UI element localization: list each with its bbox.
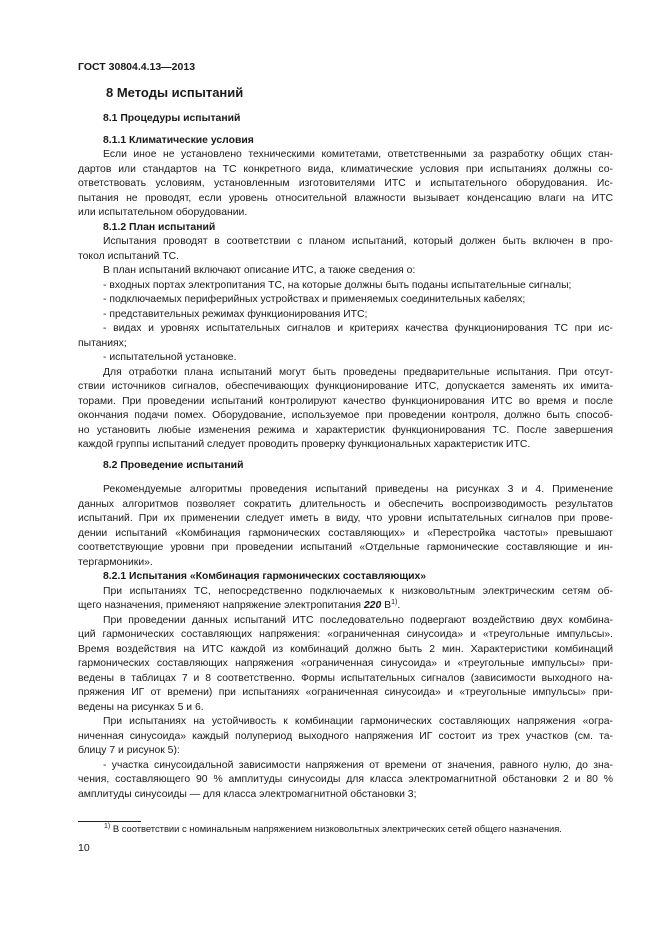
text-line: пытания не проводят, если уровень относительной влажности вызывает конденсацию влаги на ИТС bbox=[78, 192, 613, 204]
section-8-title bbox=[78, 85, 613, 101]
text-line: торами. При проведении испытаний контролируют качество функционирования ИТС во время и после bbox=[78, 395, 613, 407]
text-line: пряжения ИГ от времени) при испытаниях «ограниченная синусоида» и «треугольные импульсы» при- bbox=[78, 687, 613, 698]
text-line: чения, составляющего 90 % амплитуды синусоиды для класса электромагнитной обстановки 2 и 80 % bbox=[78, 774, 613, 785]
footnote bbox=[104, 823, 562, 835]
text-line: но установить любые изменения режима и характеристик функционирования ТС. После завершения bbox=[78, 424, 613, 436]
text-line: 8.1.2 План испытаний bbox=[103, 221, 216, 233]
list-item bbox=[78, 279, 613, 294]
text-line: блицу 7 и рисунок 5): bbox=[78, 745, 180, 756]
text-line: Рекомендуемые алгоритмы проведения испытаний приведены на рисунках 3 и 4. Применение bbox=[103, 484, 613, 495]
footnote-ref: 1) bbox=[391, 599, 398, 606]
text-line: - представительных режимах функционирования ИТС; bbox=[103, 308, 368, 320]
unit: В bbox=[381, 600, 392, 611]
text-line: испытаний. При их применении следует иметь в виду, что уровни испытательных сигналов при прове- bbox=[78, 513, 613, 524]
section-8-1-1-title bbox=[78, 134, 613, 149]
footnote-mark: 1) bbox=[104, 823, 111, 830]
text-line: тергармоники». bbox=[78, 556, 153, 568]
text-line: Если иное не установлено техническими комитетами, ответственными за разработку общих стан- bbox=[103, 149, 613, 160]
list-item bbox=[78, 322, 613, 351]
text-line: амплитуды синусоиды — для класса электромагнитной обстановки 3; bbox=[78, 788, 417, 800]
section-8-2-1-title bbox=[78, 570, 613, 585]
paragraph bbox=[78, 585, 613, 614]
line-text: щего назначения, применяют напряжение электропитания bbox=[78, 600, 364, 611]
list-item bbox=[78, 351, 613, 366]
paragraph bbox=[78, 715, 613, 759]
text-line: В план испытаний включают описание ИТС, а также сведения о: bbox=[103, 265, 416, 276]
text-line: ций гармонических составляющих напряжения: «ограниченная синусоида» и «треугольные импульсы». bbox=[78, 629, 613, 640]
footnote-divider bbox=[78, 821, 141, 822]
text-line: - участка синусоидальной зависимости напряжения от времени от значения, равного нулю, до зна- bbox=[103, 759, 613, 771]
paragraph bbox=[78, 235, 613, 264]
page-number: 10 bbox=[78, 842, 90, 854]
document-header: ГОСТ 30804.4.13—2013 bbox=[78, 61, 196, 73]
list-item bbox=[78, 759, 613, 803]
text-line: ведены на рисунках 5 и 6. bbox=[78, 701, 204, 713]
text-line: пытаниях; bbox=[78, 337, 127, 349]
text-line: ответствовать условиям, установленным изготовителями ИТС и испытательного оборудования. Ис- bbox=[78, 178, 613, 189]
footnote-text: В соответствии с номинальным напряжением низковольтных электрических сетей общего назначения. bbox=[112, 823, 562, 834]
paragraph bbox=[78, 614, 613, 716]
text-line: При проведении данных испытаний ИТС последовательно подвергают воздействию двух комбина- bbox=[103, 614, 613, 626]
text-line bbox=[78, 599, 613, 614]
text-line: ствии источников сигналов, обеспечивающих функционирование ИТС, допускается заменять их имита- bbox=[78, 381, 613, 392]
text-line: При испытаниях на устойчивость к комбинации гармонических составляющих напряжения «огра- bbox=[103, 716, 613, 727]
text-line: токол испытаний ТС. bbox=[78, 250, 180, 262]
text-line: При испытаниях ТС, непосредственно подключаемых к низковольтным электрическим сетям об- bbox=[103, 585, 613, 597]
text-line: 8 Методы испытаний bbox=[106, 85, 244, 100]
text-line: - входных портах электропитания ТС, на которые должны быть поданы испытательные сигналы; bbox=[103, 279, 572, 291]
text-line: Испытания проводят в соответствии с планом испытаний, который должен быть включен в про- bbox=[103, 236, 613, 247]
voltage-value: 220 bbox=[363, 600, 382, 611]
document-body bbox=[78, 85, 613, 802]
text-line: Время воздействия на ИТС каждой из комбинаций должно быть 2 мин. Характеристики комбинаций bbox=[78, 643, 613, 655]
text-line: дартов или стандартов на ТС конкретного вида, климатические условия при испытаниях должны со- bbox=[78, 163, 613, 175]
text-line: Для отработки плана испытаний могут быть проведены предварительные испытания. При отсут- bbox=[103, 366, 613, 378]
paragraph bbox=[78, 483, 613, 570]
text-line: соответствующие уровни при проведении испытаний «Отдельные гармонические составляющие и ин- bbox=[78, 542, 613, 553]
text-line: данных алгоритмов позволяет сократить длительность и обеспечить воспроизводимость результатов bbox=[78, 498, 613, 510]
paragraph bbox=[78, 264, 613, 279]
text-line: - подключаемых периферийных устройствах и применяемых соединительных кабелях; bbox=[103, 294, 526, 305]
text-line: - видах и уровнях испытательных сигналов и критериях качества функционирования ТС при ис- bbox=[103, 323, 613, 334]
text-line: 8.1 Процедуры испытаний bbox=[103, 113, 241, 124]
text-line: 8.1.1 Климатические условия bbox=[103, 134, 254, 146]
text-line: ведены в таблицах 7 и 8 соответственно. Формы испытательных сигналов (зависимости выходного на- bbox=[78, 672, 613, 684]
paragraph bbox=[78, 366, 613, 453]
text-line: - испытательной установке. bbox=[103, 352, 237, 363]
text-line: окончания подачи помех. Оборудование, используемое при проведении контроля, должно быть способ- bbox=[78, 410, 613, 421]
list-item bbox=[78, 308, 613, 323]
section-8-2-title bbox=[78, 459, 613, 474]
text-line: дении испытаний «Комбинация гармонических составляющих» и «Перестройка частоты» превышают bbox=[78, 527, 613, 539]
text-line: 8.2.1 Испытания «Комбинация гармонических составляющих» bbox=[103, 571, 427, 582]
line-end: . bbox=[397, 600, 401, 611]
paragraph bbox=[78, 148, 613, 221]
text-line: 8.2 Проведение испытаний bbox=[103, 459, 244, 471]
section-8-1-2-title bbox=[78, 221, 613, 236]
text-line: или испытательном оборудовании. bbox=[78, 207, 248, 218]
text-line: гармонических составляющих напряжения «ограниченная синусоида» и «треугольные импульсы» при- bbox=[78, 658, 613, 669]
text-line: ниченная синусоида» каждый полупериод выходного напряжения ИГ состоит из трех участков (см. та- bbox=[78, 730, 613, 742]
list-item bbox=[78, 293, 613, 308]
section-8-1-title bbox=[78, 112, 613, 127]
text-line: каждой группы испытаний следует проводить проверку функциональных характеристик ИТС. bbox=[78, 439, 531, 450]
